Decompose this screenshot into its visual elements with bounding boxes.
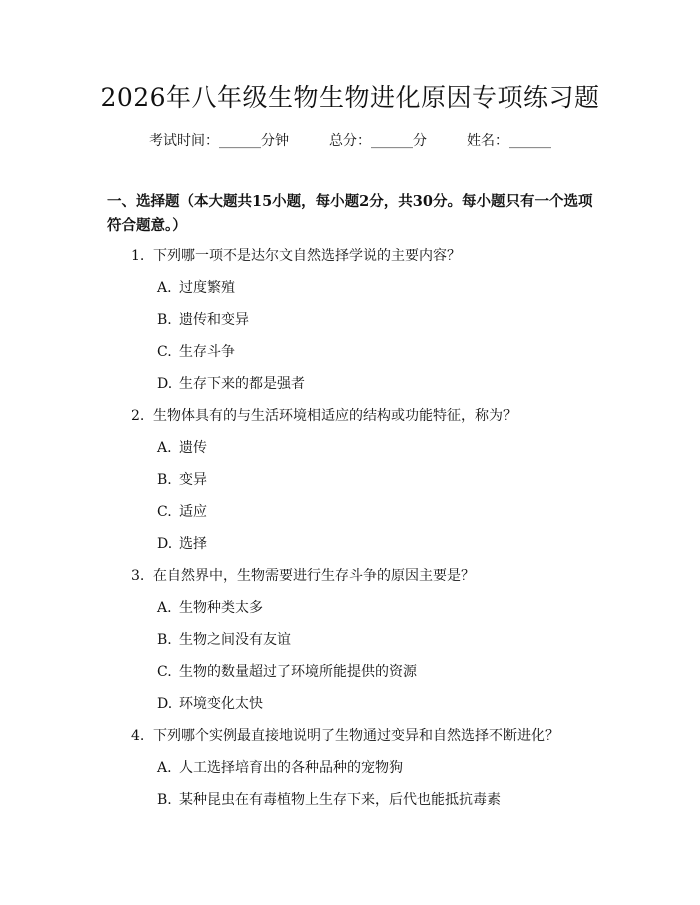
- question-number: 4.: [131, 728, 145, 744]
- option-label: C.: [157, 344, 172, 360]
- option-2d: [157, 533, 207, 553]
- option-1a: [157, 277, 235, 297]
- option-label: C.: [157, 664, 172, 680]
- question-text: 下列哪个实例最直接地说明了生物通过变异和自然选择不断进化？: [153, 728, 559, 744]
- option-text: 过度繁殖: [179, 280, 235, 296]
- option-1b: [157, 309, 249, 329]
- option-text: 变异: [179, 472, 207, 488]
- option-label: B.: [157, 312, 172, 328]
- student-name-field: 姓名：______: [467, 133, 551, 149]
- page-title: 2026年八年级生物生物进化原因专项练习题: [100, 83, 600, 112]
- option-text: 生物种类太多: [179, 600, 263, 616]
- option-label: A.: [157, 280, 172, 296]
- option-2a: [157, 437, 207, 457]
- option-text: 选择: [179, 536, 207, 552]
- option-text: 适应: [179, 504, 207, 520]
- option-4b: [157, 789, 501, 809]
- option-text: 生物的数量超过了环境所能提供的资源: [179, 664, 417, 680]
- total-score-field: 总分：______分: [329, 133, 427, 149]
- question-text: 生物体具有的与生活环境相适应的结构或功能特征，称为？: [153, 408, 517, 424]
- option-text: 遗传和变异: [179, 312, 249, 328]
- option-label: A.: [157, 760, 172, 776]
- question-number: 1.: [131, 248, 145, 264]
- question-text: 下列哪一项不是达尔文自然选择学说的主要内容？: [153, 248, 461, 264]
- option-2c: [157, 501, 207, 521]
- option-2b: [157, 469, 207, 489]
- question-4: [131, 725, 559, 745]
- option-label: C.: [157, 504, 172, 520]
- question-number: 2.: [131, 408, 145, 424]
- option-4a: [157, 757, 403, 777]
- option-1d: [157, 373, 305, 393]
- option-3c: [157, 661, 417, 681]
- option-label: D.: [157, 696, 173, 712]
- option-1c: [157, 341, 235, 361]
- option-3b: [157, 629, 291, 649]
- option-text: 某种昆虫在有毒植物上生存下来，后代也能抵抗毒素: [179, 792, 501, 808]
- option-text: 生物之间没有友谊: [179, 632, 291, 648]
- question-2: [131, 405, 517, 425]
- option-3d: [157, 693, 263, 713]
- question-number: 3.: [131, 568, 145, 584]
- exam-time-field: 考试时间：______分钟: [149, 133, 289, 149]
- option-label: A.: [157, 600, 172, 616]
- option-label: B.: [157, 632, 172, 648]
- option-text: 遗传: [179, 440, 207, 456]
- option-3a: [157, 597, 263, 617]
- option-text: 环境变化太快: [179, 696, 263, 712]
- option-text: 生存下来的都是强者: [179, 376, 305, 392]
- option-label: D.: [157, 536, 173, 552]
- option-label: D.: [157, 376, 173, 392]
- option-label: B.: [157, 792, 172, 808]
- section-heading: 一、选择题（本大题共15小题，每小题2分，共30分。每小题只有一个选项符合题意。）: [107, 193, 593, 234]
- question-3: [131, 565, 475, 585]
- option-label: B.: [157, 472, 172, 488]
- exam-info-row: [0, 130, 700, 150]
- option-text: 生存斗争: [179, 344, 235, 360]
- option-label: A.: [157, 440, 172, 456]
- question-text: 在自然界中，生物需要进行生存斗争的原因主要是？: [153, 568, 475, 584]
- question-1: [131, 245, 461, 265]
- option-text: 人工选择培育出的各种品种的宠物狗: [179, 760, 403, 776]
